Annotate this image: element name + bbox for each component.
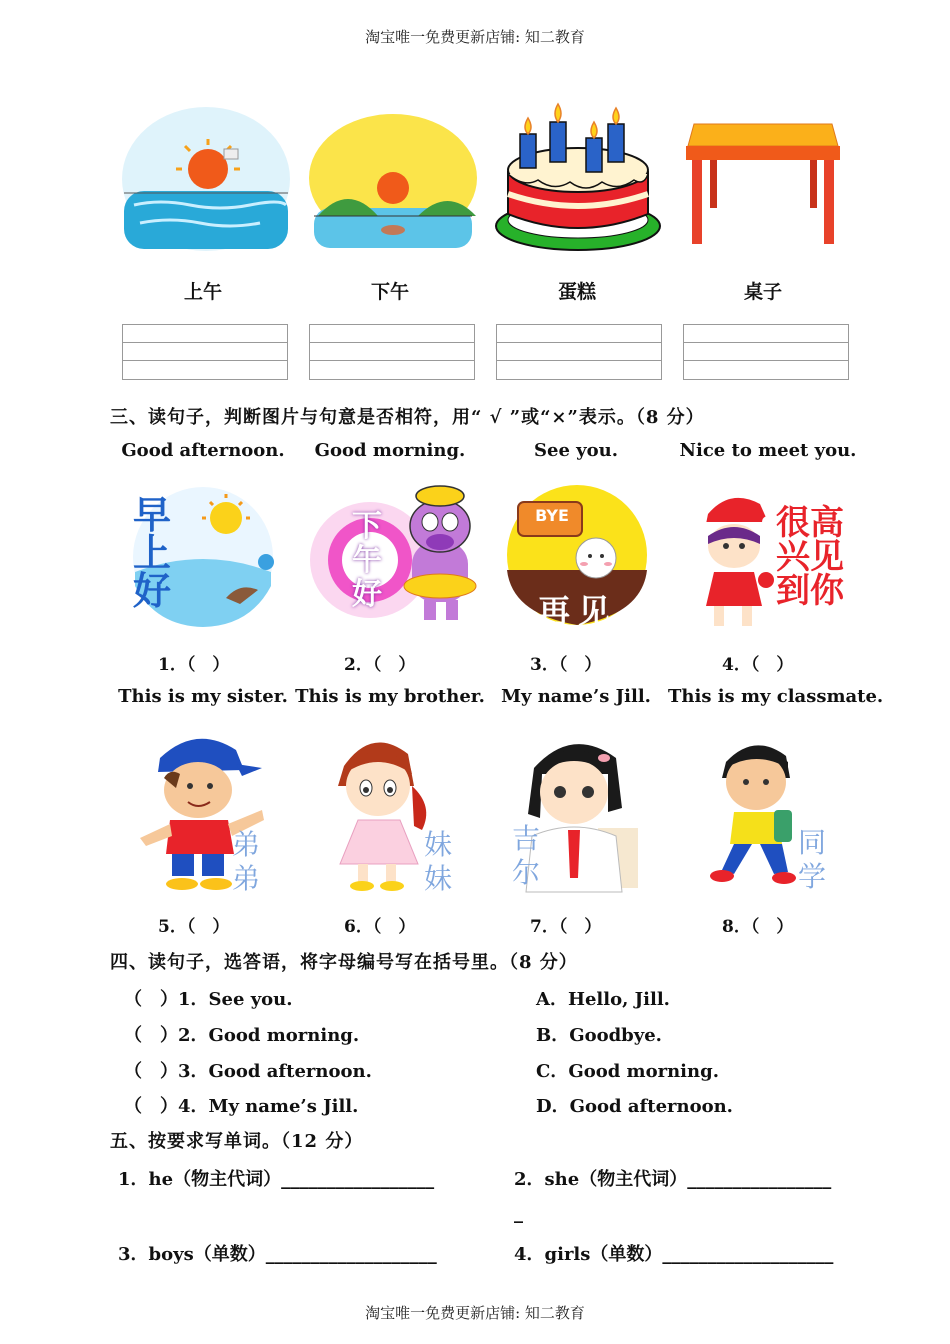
s3-sentence-6: This is my brother.: [295, 686, 485, 707]
s3-sentence-4: Nice to meet you.: [679, 440, 857, 461]
page-header: 淘宝唯一免费更新店铺: 知二教育: [365, 28, 585, 46]
page-footer: 淘宝唯一免费更新店铺: 知二教育: [365, 1304, 585, 1322]
s3-sentence-3: See you.: [534, 440, 618, 461]
s3-sentence-5: This is my sister.: [118, 686, 288, 707]
writing-lines-1[interactable]: [122, 324, 288, 380]
sister-pic-text: 妹妹: [424, 828, 453, 895]
nice-to-meet-you-picture: [690, 488, 774, 632]
classmate-pic-text: 同学: [798, 826, 827, 893]
s3-sentence-7: My name’s Jill.: [501, 686, 651, 707]
vocab-label-morning: 上午: [183, 281, 222, 303]
s5-question-4[interactable]: 4．girls（单数）___________________: [514, 1244, 834, 1265]
s3-sentence-2: Good morning.: [314, 440, 466, 461]
s5-question-2[interactable]: 2．she（物主代词）________________: [514, 1169, 832, 1190]
s4-question-2[interactable]: （ ）2．Good morning.: [124, 1025, 360, 1046]
answer-blank-3[interactable]: 3．（ ）: [530, 655, 602, 675]
goodbye-sign-text: BYE: [535, 506, 569, 525]
afternoon-pic-text: 下午好: [352, 509, 382, 612]
vocab-label-cake: 蛋糕: [557, 281, 596, 303]
vocab-label-desk: 桌子: [743, 281, 782, 303]
s4-answer-c: C．Good morning.: [536, 1061, 719, 1082]
birthday-cake-illustration: [494, 102, 662, 254]
s3-sentence-8: This is my classmate.: [668, 686, 884, 707]
s4-answer-a: A．Hello, Jill.: [536, 989, 670, 1010]
morning-pic-text: 早上好: [133, 493, 172, 613]
jill-pic-text: 吉尔: [512, 822, 541, 889]
answer-blank-1[interactable]: 1．（ ）: [158, 655, 230, 675]
answer-blank-4[interactable]: 4．（ ）: [722, 655, 794, 675]
s5-question-2-overflow: _: [514, 1203, 523, 1224]
table-illustration: [684, 116, 842, 246]
s4-answer-b: B．Goodbye.: [536, 1025, 662, 1046]
writing-lines-3[interactable]: [496, 324, 662, 380]
brother-pic-text: 弟弟: [232, 828, 261, 895]
writing-lines-4[interactable]: [683, 324, 849, 380]
s3-sentence-1: Good afternoon.: [121, 440, 285, 461]
answer-blank-8[interactable]: 8．（ ）: [722, 917, 794, 937]
answer-blank-2[interactable]: 2．（ ）: [344, 655, 416, 675]
classmate-boy-picture: [704, 732, 804, 886]
section-4-title: 四、读句子，选答语，将字母编号写在括号里。（8 分）: [110, 952, 578, 973]
answer-blank-5[interactable]: 5．（ ）: [158, 917, 230, 937]
goodbye-pic-text: 再见: [537, 592, 618, 630]
sister-girl-picture: [322, 726, 432, 892]
answer-blank-7[interactable]: 7．（ ）: [530, 917, 602, 937]
section-3-title: 三、读句子，判断图片与句意是否相符，用“ √ ”或“×”表示。（8 分）: [110, 407, 705, 428]
writing-lines-2[interactable]: [309, 324, 475, 380]
morning-sun-illustration: [120, 105, 292, 253]
s4-answer-d: D．Good afternoon.: [536, 1096, 733, 1117]
answer-blank-6[interactable]: 6．（ ）: [344, 917, 416, 937]
s4-question-3[interactable]: （ ）3．Good afternoon.: [124, 1061, 372, 1082]
s5-question-3[interactable]: 3．boys（单数）___________________: [118, 1244, 437, 1265]
section-5-title: 五、按要求写单词。（12 分）: [110, 1131, 364, 1152]
afternoon-sun-illustration: [308, 112, 478, 252]
s5-question-1[interactable]: 1．he（物主代词）_________________: [118, 1169, 435, 1190]
s4-question-4[interactable]: （ ）4．My name’s Jill.: [124, 1096, 359, 1117]
vocab-label-afternoon: 下午: [370, 281, 409, 303]
s4-question-1[interactable]: （ ）1．See you.: [124, 989, 293, 1010]
nice-meet-pic-text: 很高兴见到你: [776, 503, 844, 611]
